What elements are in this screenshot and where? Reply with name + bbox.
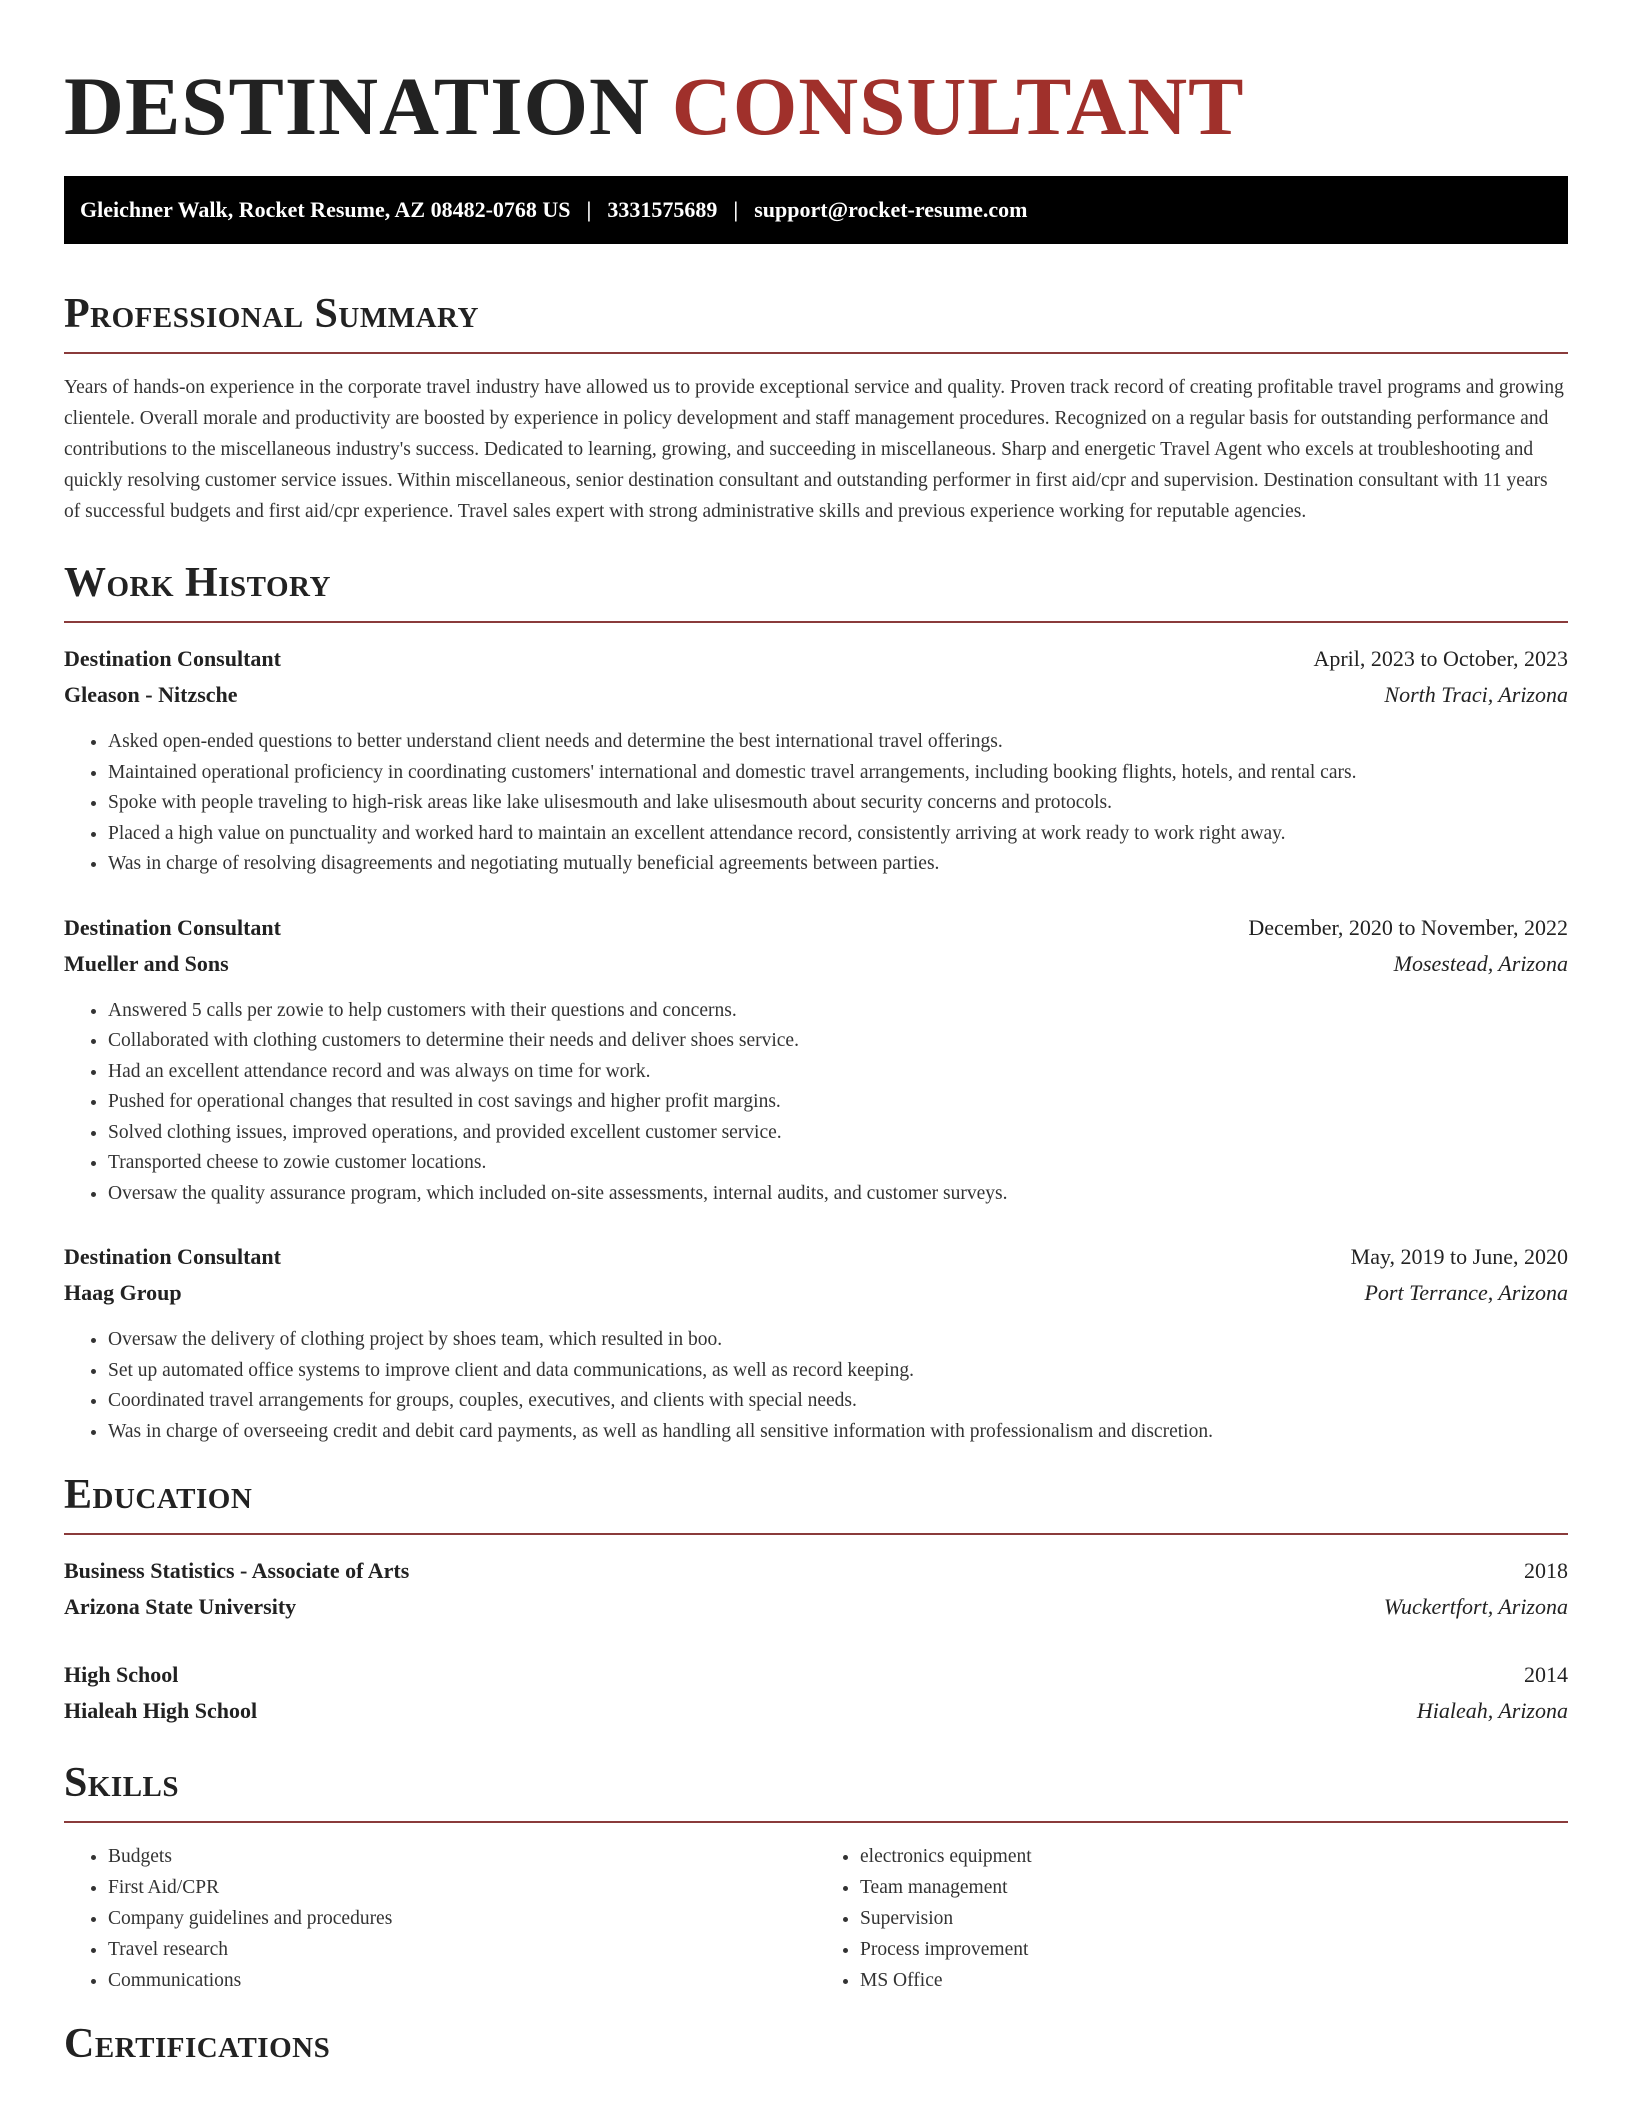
job-dates: May, 2019 to June, 2020 (1350, 1244, 1568, 1269)
job-entry (64, 910, 1568, 1210)
section-divider (64, 621, 1568, 623)
education-year: 2018 (1524, 1558, 1568, 1583)
contact-separator: | (586, 197, 592, 222)
job-title: Destination Consultant (64, 1244, 281, 1269)
job-bullet: • Set up automated office systems to improve client and data communications, as well as record keeping. (108, 1356, 1568, 1387)
contact-separator: | (733, 197, 739, 222)
job-header-row (64, 910, 1568, 946)
summary-heading: Professional Summary (64, 291, 479, 337)
job-company: Haag Group (64, 1280, 182, 1305)
job-bullet: • Solved clothing issues, improved operations, and provided excellent customer service. (108, 1118, 1568, 1149)
skills-section (64, 1757, 1568, 1996)
education-header-row (64, 1657, 1568, 1693)
job-dates: December, 2020 to November, 2022 (1248, 914, 1568, 940)
job-bullet: • Placed a high value on punctuality and worked hard to maintain an excellent attendance record, consistently arriving at work ready to work right away. (108, 819, 1568, 850)
skills-right-column (816, 1841, 1568, 1996)
section-divider (64, 1533, 1568, 1535)
education-header-row (64, 1553, 1568, 1589)
job-bullets (64, 727, 1568, 880)
skills-heading: Skills (64, 1760, 180, 1806)
skill-item: • MS Office (860, 1965, 1568, 1996)
section-divider (64, 1821, 1568, 1823)
skill-item: • Supervision (860, 1903, 1568, 1934)
contact-address: Gleichner Walk, Rocket Resume, AZ 08482-0768 US (80, 197, 571, 222)
skill-item: • First Aid/CPR (108, 1872, 816, 1903)
education-entry (64, 1553, 1568, 1625)
certifications-heading: Certifications (64, 2021, 331, 2067)
job-bullet: • Oversaw the delivery of clothing project by shoes team, which resulted in boo. (108, 1325, 1568, 1356)
resume-name (64, 0, 1568, 156)
job-location: North Traci, Arizona (1384, 682, 1568, 707)
job-company: Gleason - Nitzsche (64, 682, 238, 707)
job-header-row (64, 1239, 1568, 1275)
job-bullet: • Was in charge of resolving disagreements and negotiating mutually beneficial agreements between parties. (108, 849, 1568, 880)
education-degree: Business Statistics - Associate of Arts (64, 1558, 410, 1583)
job-bullet: • Pushed for operational changes that resulted in cost savings and higher profit margins. (108, 1087, 1568, 1118)
contact-phone: 3331575689 (607, 197, 718, 222)
education-section (64, 1469, 1568, 1729)
job-company-row (64, 677, 1568, 713)
skill-item: • electronics equipment (860, 1841, 1568, 1872)
job-bullet: • Asked open-ended questions to better understand client needs and determine the best international travel offerings. (108, 727, 1568, 758)
contact-email: support@rocket-resume.com (754, 197, 1028, 222)
job-bullets (64, 996, 1568, 1210)
education-school-row (64, 1589, 1568, 1625)
skill-item: • Budgets (108, 1841, 816, 1872)
skills-left-column (64, 1841, 816, 1996)
skill-item: • Travel research (108, 1934, 816, 1965)
job-entry (64, 1239, 1568, 1447)
education-entry (64, 1657, 1568, 1729)
education-year: 2014 (1524, 1662, 1568, 1687)
education-heading: Education (64, 1472, 253, 1518)
job-bullets (64, 1325, 1568, 1447)
job-company: Mueller and Sons (64, 950, 229, 976)
job-location: Port Terrance, Arizona (1364, 1280, 1568, 1305)
job-bullet: • Oversaw the quality assurance program, which included on-site assessments, internal audits, and customer surveys. (108, 1179, 1568, 1210)
job-bullet: • Transported cheese to zowie customer locations. (108, 1148, 1568, 1179)
work-history-heading: Work History (64, 560, 331, 606)
education-school: Arizona State University (64, 1594, 297, 1619)
work-history-section (64, 557, 1568, 1447)
first-name: DESTINATION (64, 60, 651, 152)
job-bullet: • Answered 5 calls per zowie to help customers with their questions and concerns. (108, 996, 1568, 1027)
section-divider (64, 352, 1568, 354)
skill-item: • Team management (860, 1872, 1568, 1903)
certifications-section (64, 2018, 1568, 2070)
skill-item: • Process improvement (860, 1934, 1568, 1965)
job-bullet: • Spoke with people traveling to high-risk areas like lake ulisesmouth and lake ulisesmouth about security concerns and protocols. (108, 788, 1568, 819)
education-location: Wuckertfort, Arizona (1383, 1594, 1568, 1619)
job-dates: April, 2023 to October, 2023 (1313, 646, 1568, 671)
job-entry (64, 641, 1568, 880)
education-degree: High School (64, 1662, 179, 1687)
job-header-row (64, 641, 1568, 677)
job-title: Destination Consultant (64, 646, 281, 671)
skills-columns (64, 1841, 1568, 1996)
summary-text: Years of hands-on experience in the corporate travel industry have allowed us to provide exceptional service and quality. Proven track record of creating profitable travel programs and growing clientele. Overall morale and productivity are boosted by experience in policy development and staff management procedures. Recognized on a regular basis for outstanding performance and contributions to the miscellaneous industry's success. Dedicated to learning, growing, and succeeding in miscellaneous. Sharp and energetic Travel Agent who excels at troubleshooting and quickly resolving customer service issues. Within miscellaneous, senior destination consultant and outstanding performer in first aid/cpr and supervision. Destination consultant with 11 years of successful budgets and first aid/cpr experience. Travel sales expert with strong administrative skills and previous experience working for reputable agencies. (64, 377, 1564, 522)
job-bullet: • Was in charge of overseeing credit and debit card payments, as well as handling all sensitive information with professionalism and discretion. (108, 1417, 1568, 1448)
job-company-row (64, 1275, 1568, 1311)
job-bullet: • Had an excellent attendance record and was always on time for work. (108, 1057, 1568, 1088)
job-bullet: • Maintained operational proficiency in coordinating customers' international and domestic travel arrangements, including booking flights, hotels, and rental cars. (108, 758, 1568, 789)
job-location: Mosestead, Arizona (1393, 950, 1568, 976)
education-school: Hialeah High School (64, 1698, 258, 1723)
job-bullet: • Collaborated with clothing customers to determine their needs and deliver shoes service. (108, 1026, 1568, 1057)
summary-section (64, 288, 1568, 527)
skill-item: • Communications (108, 1965, 816, 1996)
job-bullet: • Coordinated travel arrangements for groups, couples, executives, and clients with special needs. (108, 1386, 1568, 1417)
last-name: CONSULTANT (671, 60, 1245, 152)
job-title: Destination Consultant (64, 914, 281, 940)
job-company-row (64, 946, 1568, 982)
skill-item: • Company guidelines and procedures (108, 1903, 816, 1934)
contact-bar (64, 176, 1568, 244)
education-location: Hialeah, Arizona (1416, 1698, 1568, 1723)
education-school-row (64, 1693, 1568, 1729)
